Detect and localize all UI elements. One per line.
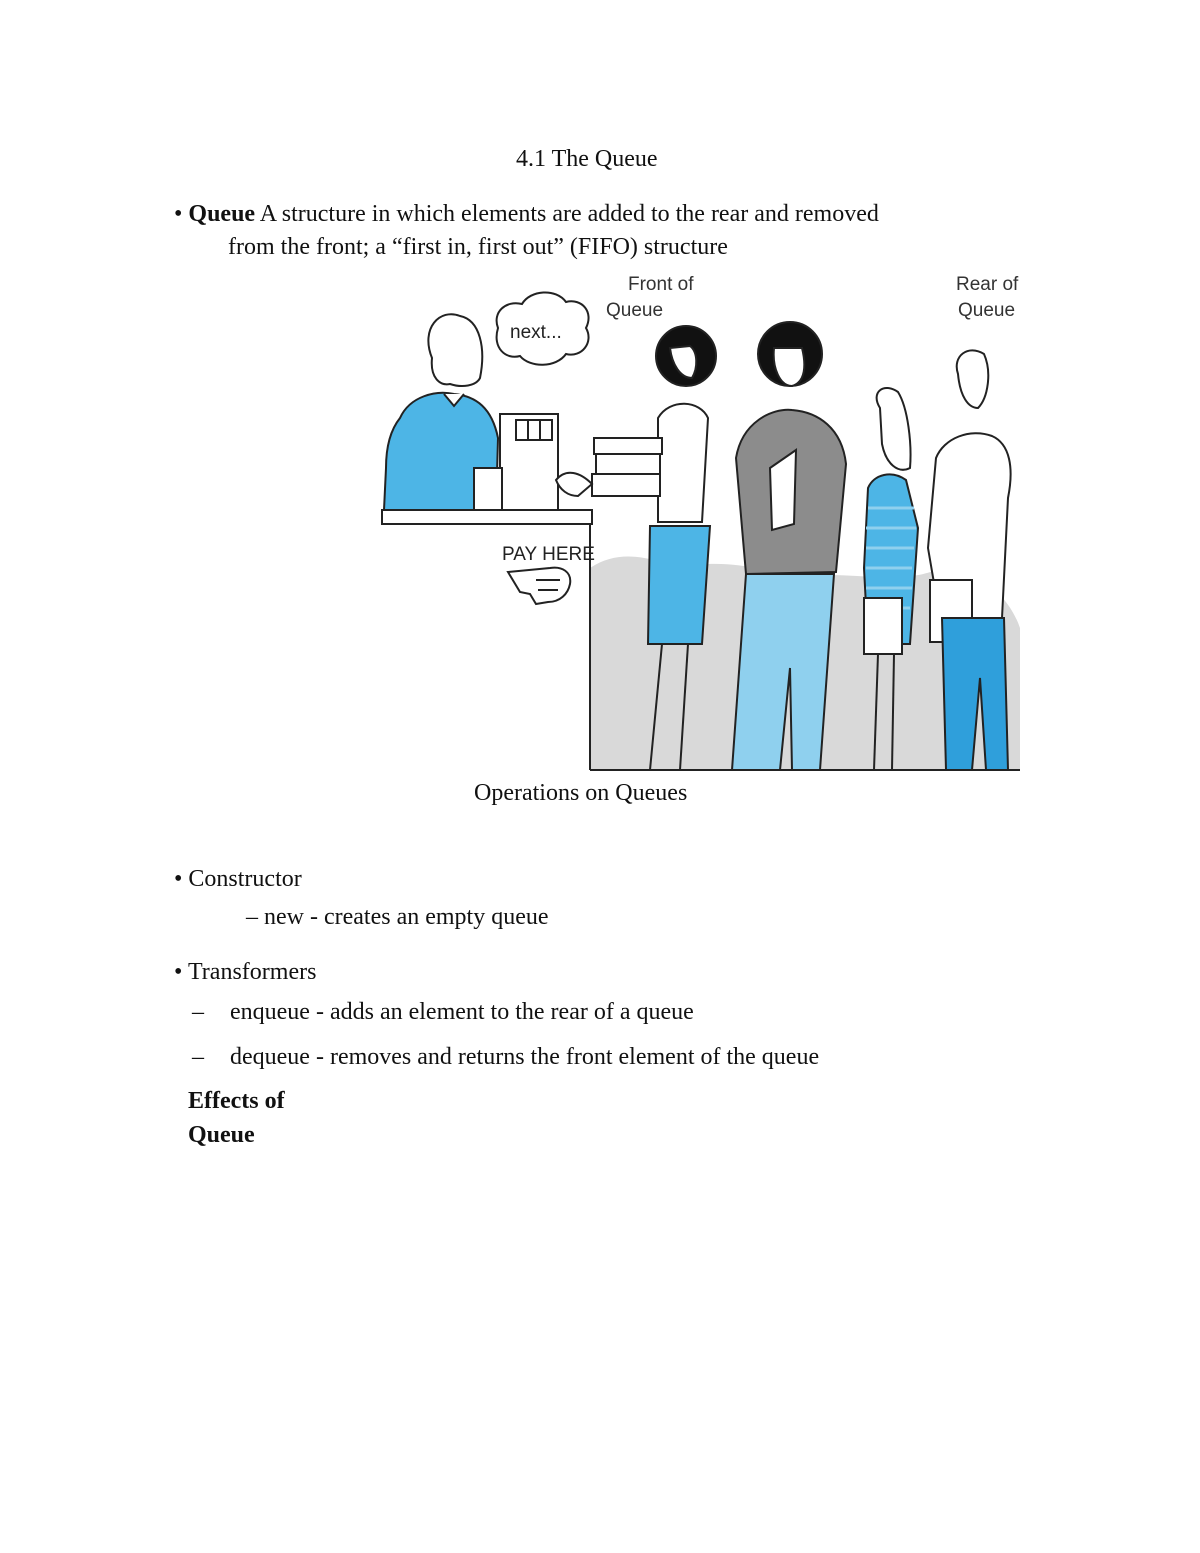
- pointing-hand-icon: [508, 568, 570, 604]
- definition-line-2: from the front; a “first in, first out” (FIFO) structure: [228, 234, 728, 260]
- front-label-line-1: Front of: [628, 274, 694, 295]
- transformer-item-dequeue: [192, 1043, 819, 1072]
- item-dash: –: [192, 1044, 204, 1070]
- bullet: •: [174, 201, 183, 227]
- queue-illustration: [380, 268, 1020, 774]
- front-label-line-2: Queue: [606, 300, 664, 321]
- bullet: •: [174, 959, 183, 985]
- constructor-item: – new - creates an empty queue: [246, 904, 549, 930]
- definition-line-1: [174, 200, 879, 229]
- page-title: 4.1 The Queue: [516, 146, 658, 172]
- speech-bubble: [497, 292, 589, 364]
- transformers-heading: [174, 958, 316, 987]
- effects-heading-line-2: Queue: [188, 1122, 255, 1148]
- transformer-item-enqueue: [192, 998, 694, 1027]
- rear-label-line-1: Rear of: [956, 274, 1019, 295]
- item-text: enqueue - adds an element to the rear of a queue: [230, 999, 694, 1025]
- pay-here-sign: PAY HERE: [502, 544, 595, 565]
- effects-heading-line-1: Effects of: [188, 1088, 285, 1114]
- bullet: •: [174, 866, 183, 892]
- rear-label-line-2: Queue: [958, 300, 1016, 321]
- item-dash: –: [192, 999, 204, 1025]
- item-text: dequeue - removes and returns the front element of the queue: [230, 1044, 820, 1070]
- constructor-title: Constructor: [188, 866, 302, 892]
- definition-term: Queue: [188, 201, 256, 227]
- definition-text: A structure in which elements are added to the rear and removed: [255, 201, 879, 227]
- constructor-heading: [174, 865, 302, 894]
- speech-bubble-text: next...: [510, 322, 562, 343]
- transformers-title: Transformers: [187, 959, 317, 985]
- figure-caption: Operations on Queues: [474, 780, 688, 806]
